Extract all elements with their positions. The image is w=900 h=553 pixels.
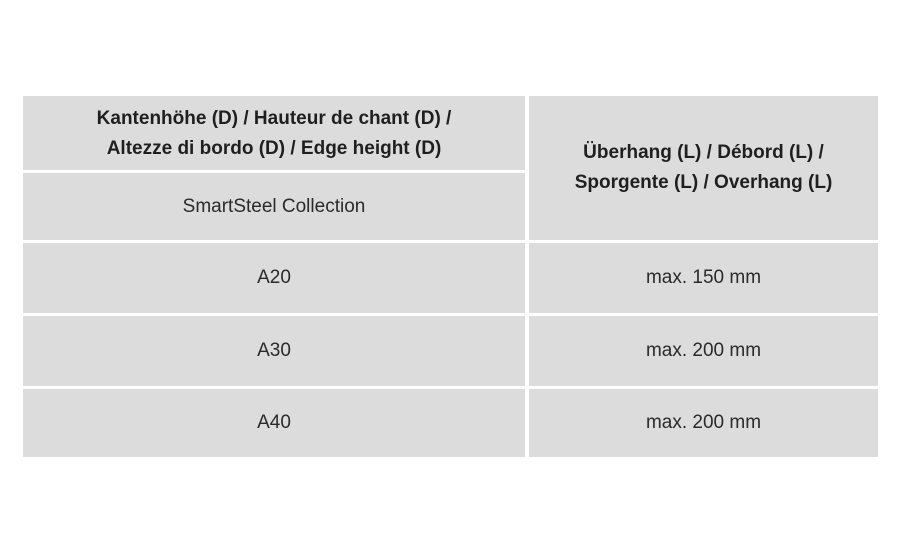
header-edge-height: Kantenhöhe (D) / Hauteur de chant (D) / Altezze di bordo (D) / Edge height (D) — [23, 96, 525, 170]
table-cell-edge-height: A20 — [23, 243, 525, 313]
table-cell-edge-height: A40 — [23, 389, 525, 457]
specification-table — [23, 96, 878, 457]
table-cell-edge-height: A30 — [23, 316, 525, 386]
header-overhang: Überhang (L) / Débord (L) / Sporgente (L) / Overhang (L) — [529, 96, 878, 240]
table-cell-overhang: max. 150 mm — [529, 243, 878, 313]
collection-name: SmartSteel Collection — [23, 173, 525, 240]
table-cell-overhang: max. 200 mm — [529, 316, 878, 386]
table-cell-overhang: max. 200 mm — [529, 389, 878, 457]
